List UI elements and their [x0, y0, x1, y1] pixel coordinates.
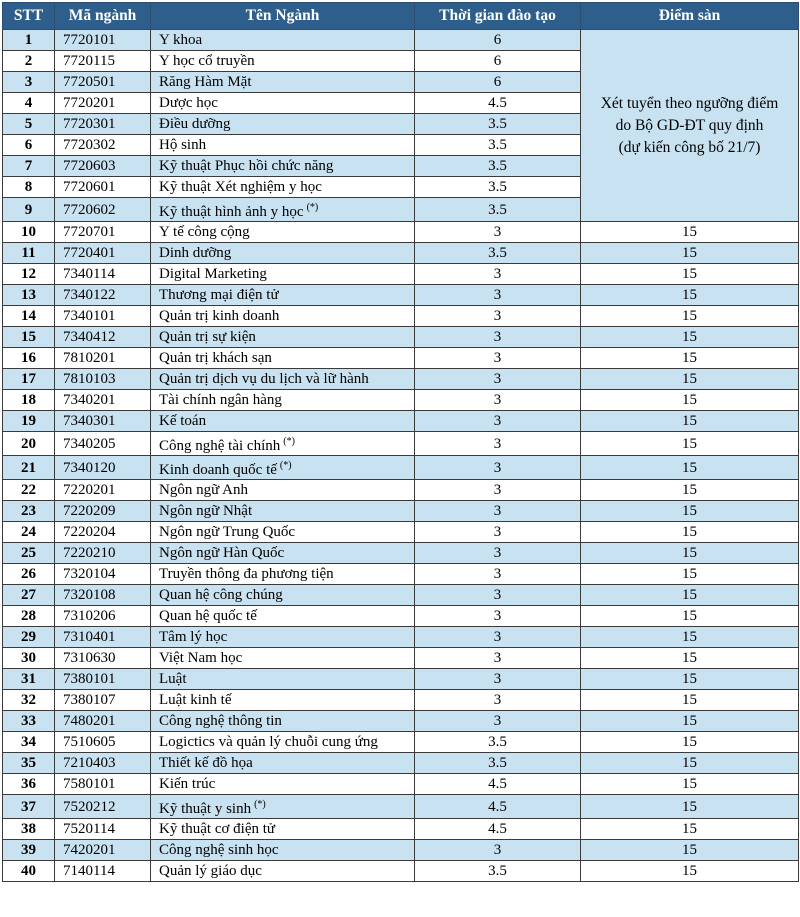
row-stt: 3	[3, 72, 55, 93]
row-name-text: Kiến trúc	[159, 776, 216, 792]
row-duration: 3	[415, 264, 581, 285]
row-name-text: Răng Hàm Mặt	[159, 74, 252, 90]
row-duration: 3	[415, 669, 581, 690]
header-code: Mã ngành	[55, 3, 151, 30]
header-stt: STT	[3, 3, 55, 30]
row-score: 15	[581, 456, 799, 480]
row-duration: 3.5	[415, 753, 581, 774]
table-row	[3, 732, 799, 753]
row-name	[151, 264, 415, 285]
table-row	[3, 327, 799, 348]
row-duration: 3	[415, 840, 581, 861]
row-code: 7310401	[55, 627, 151, 648]
row-name-text: Dinh dưỡng	[159, 245, 232, 261]
row-duration: 3	[415, 411, 581, 432]
row-code: 7220209	[55, 501, 151, 522]
row-name	[151, 564, 415, 585]
table-row	[3, 432, 799, 456]
row-score: 15	[581, 264, 799, 285]
row-name	[151, 30, 415, 51]
row-score: 15	[581, 432, 799, 456]
row-score: 15	[581, 627, 799, 648]
row-score: 15	[581, 861, 799, 882]
note-mark: (*)	[306, 201, 319, 213]
merged-note-line-1: Xét tuyển theo ngưỡng điểm	[600, 94, 779, 112]
table-row	[3, 840, 799, 861]
row-stt: 35	[3, 753, 55, 774]
row-name-text: Kỹ thuật Phục hồi chức năng	[159, 158, 334, 174]
row-stt: 32	[3, 690, 55, 711]
row-code: 7340122	[55, 285, 151, 306]
row-duration: 3	[415, 456, 581, 480]
row-score: 15	[581, 840, 799, 861]
row-stt: 37	[3, 795, 55, 819]
row-name-text: Quản lý giáo dục	[159, 863, 262, 879]
table-row	[3, 795, 799, 819]
row-code: 7720701	[55, 222, 151, 243]
row-code: 7380107	[55, 690, 151, 711]
merged-score-note	[581, 30, 799, 222]
row-duration: 3.5	[415, 156, 581, 177]
row-name	[151, 627, 415, 648]
row-duration: 3	[415, 564, 581, 585]
row-name	[151, 348, 415, 369]
row-code: 7210403	[55, 753, 151, 774]
row-name-text: Y học cổ truyền	[159, 53, 255, 69]
row-name	[151, 774, 415, 795]
row-name	[151, 648, 415, 669]
table-header	[3, 3, 799, 30]
table-row	[3, 690, 799, 711]
row-duration: 3	[415, 348, 581, 369]
row-name-text: Luật	[159, 671, 187, 687]
row-name-text: Công nghệ tài chính	[159, 437, 281, 454]
row-duration: 3	[415, 690, 581, 711]
row-stt: 6	[3, 135, 55, 156]
row-score: 15	[581, 390, 799, 411]
row-name	[151, 369, 415, 390]
row-stt: 7	[3, 156, 55, 177]
row-name	[151, 285, 415, 306]
row-name	[151, 711, 415, 732]
row-duration: 3	[415, 390, 581, 411]
row-name	[151, 606, 415, 627]
row-duration: 3	[415, 522, 581, 543]
table-row	[3, 819, 799, 840]
row-duration: 3	[415, 501, 581, 522]
row-name-text: Điều dưỡng	[159, 116, 231, 132]
row-code: 7340101	[55, 306, 151, 327]
row-code: 7720601	[55, 177, 151, 198]
row-duration: 3	[415, 285, 581, 306]
row-code: 7340201	[55, 390, 151, 411]
row-name	[151, 840, 415, 861]
row-stt: 8	[3, 177, 55, 198]
row-name	[151, 585, 415, 606]
table-row	[3, 753, 799, 774]
row-name-text: Dược học	[159, 95, 218, 111]
row-stt: 16	[3, 348, 55, 369]
row-name	[151, 177, 415, 198]
row-name-text: Ngôn ngữ Hàn Quốc	[159, 545, 285, 561]
row-code: 7810103	[55, 369, 151, 390]
row-name	[151, 156, 415, 177]
row-code: 7340301	[55, 411, 151, 432]
row-duration: 3	[415, 432, 581, 456]
row-name	[151, 306, 415, 327]
row-code: 7720115	[55, 51, 151, 72]
table-row	[3, 480, 799, 501]
table-row	[3, 861, 799, 882]
row-name	[151, 222, 415, 243]
row-score: 15	[581, 564, 799, 585]
row-duration: 3	[415, 543, 581, 564]
row-stt: 19	[3, 411, 55, 432]
row-stt: 2	[3, 51, 55, 72]
row-duration: 4.5	[415, 774, 581, 795]
row-name-text: Tâm lý học	[159, 629, 228, 645]
row-code: 7320108	[55, 585, 151, 606]
row-stt: 33	[3, 711, 55, 732]
table-row	[3, 522, 799, 543]
row-name-text: Thiết kế đồ họa	[159, 755, 253, 771]
row-code: 7520212	[55, 795, 151, 819]
table-row	[3, 306, 799, 327]
row-score: 15	[581, 774, 799, 795]
row-stt: 28	[3, 606, 55, 627]
header-name: Tên Ngành	[151, 3, 415, 30]
row-stt: 39	[3, 840, 55, 861]
row-name-text: Ngôn ngữ Anh	[159, 482, 248, 498]
row-stt: 21	[3, 456, 55, 480]
row-code: 7520114	[55, 819, 151, 840]
row-name	[151, 456, 415, 480]
table-row	[3, 711, 799, 732]
table-row	[3, 411, 799, 432]
row-duration: 4.5	[415, 819, 581, 840]
row-code: 7220210	[55, 543, 151, 564]
row-stt: 20	[3, 432, 55, 456]
merged-note-line-3: (dự kiến công bố 21/7)	[618, 138, 761, 156]
row-score: 15	[581, 585, 799, 606]
row-score: 15	[581, 222, 799, 243]
table-row	[3, 606, 799, 627]
row-stt: 25	[3, 543, 55, 564]
table-row	[3, 501, 799, 522]
row-stt: 10	[3, 222, 55, 243]
table-row	[3, 648, 799, 669]
admission-table	[2, 2, 799, 882]
row-name-text: Hộ sinh	[159, 137, 207, 153]
row-name-text: Truyền thông đa phương tiện	[159, 566, 334, 582]
header-score: Điểm sàn	[581, 3, 799, 30]
row-code: 7340205	[55, 432, 151, 456]
row-name-text: Quản trị sự kiện	[159, 329, 256, 345]
row-name	[151, 753, 415, 774]
table-row	[3, 774, 799, 795]
row-duration: 6	[415, 51, 581, 72]
row-code: 7340120	[55, 456, 151, 480]
row-code: 7720301	[55, 114, 151, 135]
row-code: 7510605	[55, 732, 151, 753]
row-code: 7580101	[55, 774, 151, 795]
row-duration: 3	[415, 648, 581, 669]
row-duration: 3	[415, 627, 581, 648]
row-duration: 3	[415, 606, 581, 627]
row-name	[151, 669, 415, 690]
table-row	[3, 30, 799, 51]
row-name	[151, 543, 415, 564]
row-name-text: Y tế công cộng	[159, 224, 250, 240]
row-duration: 3	[415, 480, 581, 501]
row-name-text: Quản trị khách sạn	[159, 350, 272, 366]
row-name	[151, 327, 415, 348]
row-code: 7720101	[55, 30, 151, 51]
row-score: 15	[581, 732, 799, 753]
row-name	[151, 501, 415, 522]
merged-note-line-2: do Bộ GD-ĐT quy định	[615, 116, 764, 134]
row-name	[151, 411, 415, 432]
row-code: 7810201	[55, 348, 151, 369]
row-name	[151, 819, 415, 840]
row-code: 7340114	[55, 264, 151, 285]
row-score: 15	[581, 501, 799, 522]
row-name-text: Quản trị dịch vụ du lịch và lữ hành	[159, 371, 369, 387]
row-duration: 3	[415, 306, 581, 327]
row-name-text: Logictics và quản lý chuỗi cung ứng	[159, 734, 378, 750]
row-duration: 3	[415, 585, 581, 606]
row-code: 7720603	[55, 156, 151, 177]
row-stt: 17	[3, 369, 55, 390]
table-row	[3, 285, 799, 306]
row-name-text: Kỹ thuật y sinh	[159, 800, 252, 817]
row-code: 7340412	[55, 327, 151, 348]
row-stt: 5	[3, 114, 55, 135]
row-name	[151, 522, 415, 543]
row-name-text: Kỹ thuật hình ảnh y học	[159, 203, 304, 220]
row-stt: 4	[3, 93, 55, 114]
note-mark: (*)	[283, 435, 295, 447]
table-row	[3, 243, 799, 264]
row-name-text: Kỹ thuật cơ điện tử	[159, 821, 276, 837]
row-score: 15	[581, 327, 799, 348]
row-code: 7420201	[55, 840, 151, 861]
row-name	[151, 480, 415, 501]
note-mark: (*)	[254, 798, 266, 810]
row-score: 15	[581, 348, 799, 369]
row-name	[151, 93, 415, 114]
row-stt: 18	[3, 390, 55, 411]
row-score: 15	[581, 369, 799, 390]
row-code: 7320104	[55, 564, 151, 585]
row-name-text: Kinh doanh quốc tế	[159, 461, 277, 478]
row-name	[151, 432, 415, 456]
row-name-text: Tài chính ngân hàng	[159, 392, 282, 408]
row-name	[151, 390, 415, 411]
row-code: 7380101	[55, 669, 151, 690]
row-stt: 30	[3, 648, 55, 669]
row-name-text: Ngôn ngữ Trung Quốc	[159, 524, 296, 540]
row-score: 15	[581, 480, 799, 501]
row-name-text: Digital Marketing	[159, 266, 267, 282]
row-name	[151, 51, 415, 72]
row-code: 7720401	[55, 243, 151, 264]
row-score: 15	[581, 243, 799, 264]
row-name	[151, 690, 415, 711]
row-score: 15	[581, 543, 799, 564]
row-stt: 22	[3, 480, 55, 501]
row-score: 15	[581, 648, 799, 669]
row-stt: 24	[3, 522, 55, 543]
row-name	[151, 72, 415, 93]
row-name-text: Quan hệ công chúng	[159, 587, 283, 603]
row-stt: 26	[3, 564, 55, 585]
row-name-text: Công nghệ sinh học	[159, 842, 279, 858]
row-duration: 6	[415, 72, 581, 93]
row-duration: 3.5	[415, 135, 581, 156]
row-name-text: Luật kinh tế	[159, 692, 232, 708]
row-code: 7220204	[55, 522, 151, 543]
row-stt: 27	[3, 585, 55, 606]
row-score: 15	[581, 795, 799, 819]
row-stt: 9	[3, 198, 55, 222]
row-name	[151, 243, 415, 264]
row-stt: 1	[3, 30, 55, 51]
row-score: 15	[581, 819, 799, 840]
row-score: 15	[581, 306, 799, 327]
row-stt: 40	[3, 861, 55, 882]
row-stt: 12	[3, 264, 55, 285]
row-duration: 3.5	[415, 177, 581, 198]
row-name	[151, 732, 415, 753]
row-duration: 3	[415, 711, 581, 732]
row-score: 15	[581, 285, 799, 306]
row-duration: 3	[415, 327, 581, 348]
table-row	[3, 222, 799, 243]
row-code: 7720602	[55, 198, 151, 222]
row-duration: 4.5	[415, 93, 581, 114]
table-row	[3, 543, 799, 564]
row-stt: 34	[3, 732, 55, 753]
row-code: 7720302	[55, 135, 151, 156]
row-stt: 31	[3, 669, 55, 690]
row-duration: 3.5	[415, 198, 581, 222]
row-name-text: Y khoa	[159, 32, 203, 48]
table-row	[3, 669, 799, 690]
row-stt: 38	[3, 819, 55, 840]
row-duration: 6	[415, 30, 581, 51]
row-score: 15	[581, 522, 799, 543]
note-mark: (*)	[279, 459, 292, 471]
row-name-text: Kỹ thuật Xét nghiệm y học	[159, 179, 322, 195]
row-duration: 3.5	[415, 861, 581, 882]
row-score: 15	[581, 753, 799, 774]
row-name	[151, 135, 415, 156]
row-code: 7310630	[55, 648, 151, 669]
table-row	[3, 348, 799, 369]
row-name-text: Kế toán	[159, 413, 207, 429]
table-row	[3, 585, 799, 606]
row-score: 15	[581, 606, 799, 627]
row-name	[151, 114, 415, 135]
row-stt: 13	[3, 285, 55, 306]
table-row	[3, 264, 799, 285]
row-name-text: Quan hệ quốc tế	[159, 608, 257, 624]
row-name-text: Quản trị kinh doanh	[159, 308, 280, 324]
header-duration: Thời gian đào tạo	[415, 3, 581, 30]
table-body	[3, 30, 799, 882]
row-stt: 23	[3, 501, 55, 522]
row-stt: 11	[3, 243, 55, 264]
row-name-text: Thương mại điện tử	[159, 287, 279, 303]
row-code: 7720501	[55, 72, 151, 93]
row-score: 15	[581, 411, 799, 432]
row-code: 7310206	[55, 606, 151, 627]
row-duration: 3.5	[415, 243, 581, 264]
row-name	[151, 861, 415, 882]
row-duration: 3.5	[415, 732, 581, 753]
row-stt: 36	[3, 774, 55, 795]
header-row	[3, 3, 799, 30]
table-row	[3, 369, 799, 390]
row-stt: 29	[3, 627, 55, 648]
row-name	[151, 795, 415, 819]
row-code: 7220201	[55, 480, 151, 501]
row-duration: 3	[415, 222, 581, 243]
row-stt: 14	[3, 306, 55, 327]
row-score: 15	[581, 690, 799, 711]
row-duration: 3	[415, 369, 581, 390]
row-name-text: Công nghệ thông tin	[159, 713, 282, 729]
table-row	[3, 627, 799, 648]
table-row	[3, 390, 799, 411]
table-row	[3, 564, 799, 585]
row-name-text: Ngôn ngữ Nhật	[159, 503, 253, 519]
table-row	[3, 456, 799, 480]
row-name	[151, 198, 415, 222]
row-duration: 4.5	[415, 795, 581, 819]
row-stt: 15	[3, 327, 55, 348]
row-name-text: Việt Nam học	[159, 650, 243, 666]
row-code: 7480201	[55, 711, 151, 732]
row-code: 7140114	[55, 861, 151, 882]
row-duration: 3.5	[415, 114, 581, 135]
row-score: 15	[581, 711, 799, 732]
row-score: 15	[581, 669, 799, 690]
row-code: 7720201	[55, 93, 151, 114]
